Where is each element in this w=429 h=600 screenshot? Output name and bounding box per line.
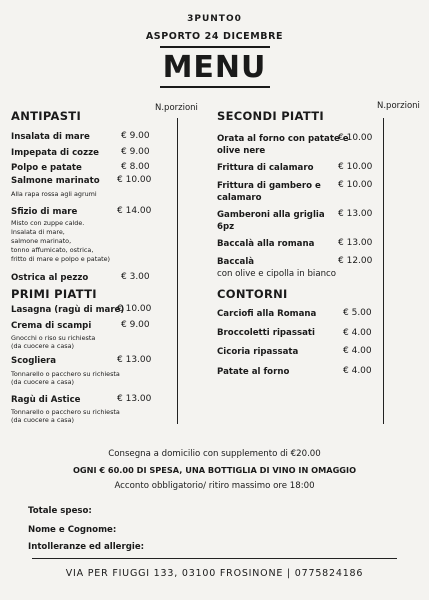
menu-item xyxy=(11,355,56,367)
item-name-cont: 6pz xyxy=(217,222,235,232)
item-price: € 9.00 xyxy=(121,131,150,141)
item-name: Cicoria ripassata xyxy=(217,347,299,357)
menu-item xyxy=(217,180,321,204)
item-price: € 10.00 xyxy=(117,304,152,314)
portions-header-left: N.porzioni xyxy=(155,103,198,113)
item-name: Polpo e patate xyxy=(11,163,82,173)
section-title-contorni: CONTORNI xyxy=(217,287,288,301)
item-name: Baccalà xyxy=(217,257,255,267)
item-note: Alla rapa rossa agli agrumi xyxy=(11,190,97,198)
item-note: (da cuocere a casa) xyxy=(11,342,74,350)
item-name: Patate al forno xyxy=(217,367,290,377)
menu-item xyxy=(11,320,91,332)
item-price: € 9.00 xyxy=(121,147,150,157)
item-name: Carciofi alla Romana xyxy=(217,309,317,319)
item-name-cont: calamaro xyxy=(217,193,262,203)
menu-item xyxy=(11,272,88,284)
item-note: Misto con zuppe calde. xyxy=(11,219,85,227)
item-name: Impepata di cozze xyxy=(11,148,99,158)
menu-item xyxy=(11,394,81,406)
item-price: € 12.00 xyxy=(338,256,373,266)
portions-header-right: N.porzioni xyxy=(377,101,420,111)
form-name-label: Nome e Cognome: xyxy=(28,525,117,535)
form-allergies-label: Intolleranze ed allergie: xyxy=(28,542,145,552)
menu-item xyxy=(11,147,99,159)
portions-column-left-line xyxy=(177,118,178,424)
menu-subtitle: ASPORTO 24 DICEMBRE xyxy=(145,31,284,42)
item-name: Insalata di mare xyxy=(11,132,90,142)
item-price: € 8.00 xyxy=(121,162,150,172)
menu-item xyxy=(217,238,314,250)
menu-item xyxy=(11,206,77,218)
item-note: Insalata di mare, xyxy=(11,228,65,236)
menu-item xyxy=(217,327,315,339)
item-name: Frittura di gambero e xyxy=(217,181,321,191)
section-title-secondi: SECONDI PIATTI xyxy=(217,109,324,123)
item-note: (da cuocere a casa) xyxy=(11,378,74,386)
item-price: € 4.00 xyxy=(343,366,372,376)
item-price: € 13.00 xyxy=(117,355,152,365)
title-top-rule xyxy=(160,46,270,48)
item-name: Lasagna (ragù di mare) xyxy=(11,305,125,315)
menu-item xyxy=(11,131,90,143)
menu-item xyxy=(217,256,336,280)
form-total-label: Totale speso: xyxy=(28,506,92,516)
item-price: € 10.00 xyxy=(338,133,373,143)
item-price: € 13.00 xyxy=(338,238,373,248)
item-price: € 3.00 xyxy=(121,272,150,282)
address-rule xyxy=(32,558,397,559)
item-name: Frittura di calamaro xyxy=(217,163,314,173)
menu-item xyxy=(217,308,316,320)
portions-column-right-line xyxy=(383,118,384,424)
item-note: Tonnarello o pacchero su richiesta xyxy=(11,408,120,416)
item-name: Gamberoni alla griglia xyxy=(217,210,325,220)
menu-item xyxy=(11,175,100,187)
menu-item xyxy=(217,346,298,358)
menu-item xyxy=(11,162,82,174)
item-price: € 13.00 xyxy=(338,209,373,219)
item-price: € 5.00 xyxy=(343,308,372,318)
address-line: VIA PER FIUGGI 133, 03100 FROSINONE | 0775824186 xyxy=(65,568,364,579)
menu-item xyxy=(217,366,289,378)
item-name: Scogliera xyxy=(11,356,57,366)
menu-item xyxy=(11,304,124,316)
menu-item xyxy=(217,209,325,233)
item-name: Ostrica al pezzo xyxy=(11,273,89,283)
item-note: Tonnarello o pacchero su richiesta xyxy=(11,370,120,378)
item-price: € 10.00 xyxy=(117,175,152,185)
item-name: Sfizio di mare xyxy=(11,207,78,217)
section-title-antipasti: ANTIPASTI xyxy=(11,109,82,123)
item-price: € 10.00 xyxy=(338,162,373,172)
item-note: tonno affumicato, ostrica, xyxy=(11,246,94,254)
menu-item xyxy=(217,133,349,157)
item-name: Baccalà alla romana xyxy=(217,239,315,249)
item-name: Salmone marinato xyxy=(11,176,100,186)
item-note: Gnocchi o riso su richiesta xyxy=(11,334,96,342)
page-title: MENU xyxy=(162,50,267,85)
item-name: Orata al forno con patate e xyxy=(217,134,349,144)
item-price: € 14.00 xyxy=(117,206,152,216)
item-name: Broccoletti ripassati xyxy=(217,328,315,338)
section-title-primi: PRIMI PIATTI xyxy=(11,287,97,301)
item-price: € 13.00 xyxy=(117,394,152,404)
item-price: € 10.00 xyxy=(338,180,373,190)
item-note: salmone marinato, xyxy=(11,237,72,245)
brand-name: 3PUNTO0 xyxy=(187,14,242,24)
promo-note: OGNI € 60.00 DI SPESA, UNA BOTTIGLIA DI VINO IN OMAGGIO xyxy=(72,465,357,475)
title-bottom-rule xyxy=(160,86,270,88)
item-note: (da cuocere a casa) xyxy=(11,416,74,424)
item-price: € 4.00 xyxy=(343,328,372,338)
deposit-note: Acconto obbligatorio/ ritiro massimo ore 18:00 xyxy=(114,481,315,491)
item-name-cont: olive nere xyxy=(217,146,266,156)
item-price: € 9.00 xyxy=(121,320,150,330)
item-price: € 4.00 xyxy=(343,346,372,356)
delivery-note: Consegna a domicilio con supplemento di €20.00 xyxy=(108,449,321,459)
item-name-cont: con olive e cipolla in bianco xyxy=(217,269,337,279)
item-note: fritto di mare e polpo e patate) xyxy=(11,255,111,263)
menu-item xyxy=(217,162,314,174)
item-name: Ragù di Astice xyxy=(11,395,81,405)
item-name: Crema di scampi xyxy=(11,321,92,331)
